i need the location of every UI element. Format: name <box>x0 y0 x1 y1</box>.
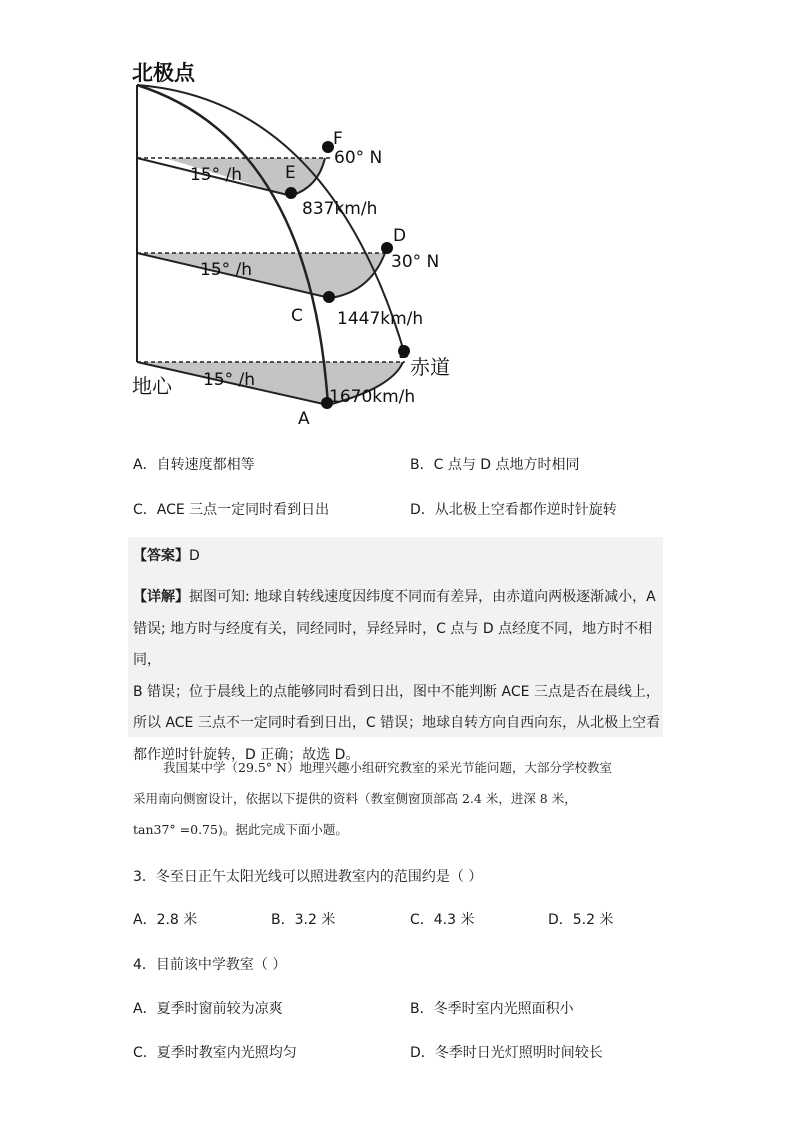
rotation-speed-diagram <box>120 55 480 435</box>
q3-option-a: A．2.8 米 <box>133 912 198 928</box>
detail-label: 【详解】 <box>133 589 189 605</box>
intro-paragraph <box>133 752 663 845</box>
detail-line: 【详解】据图可知: 地球自转线速度因纬度不同而有差异，由赤道向两极逐渐减小，A <box>133 589 656 605</box>
q4-option-a: A．夏季时窗前较为凉爽 <box>133 1001 283 1017</box>
label-e: E <box>285 163 296 183</box>
answer-detail <box>133 582 663 771</box>
q3-option-c: C．4.3 米 <box>410 912 475 928</box>
q3-option-b: B．3.2 米 <box>271 912 336 928</box>
point-c <box>323 291 335 303</box>
q2-option-a: A．自转速度都相等 <box>133 457 255 473</box>
q4-option-d: D．冬季时日光灯照明时间较长 <box>410 1045 603 1061</box>
point-e <box>285 187 297 199</box>
label-rate-60: 15° /h <box>190 165 243 185</box>
wedge-60 <box>165 158 325 196</box>
detail-line: 都作逆时针旋转，D 正确；故选 D。 <box>133 746 360 763</box>
meridian-arc <box>137 85 328 405</box>
label-b: B <box>398 343 410 363</box>
label-speed-60: 837km/h <box>302 199 378 219</box>
intro-line: 采用南向侧窗设计，依据以下提供的资料（教室侧窗顶部高 2.4 米，进深 8 米， <box>133 791 577 806</box>
answer-label: 【答案】 <box>133 548 189 564</box>
answer-line <box>133 545 200 565</box>
label-speed-eq: 1670km/h <box>329 387 416 407</box>
wedge-30 <box>137 253 385 298</box>
q4-option-c: C．夏季时教室内光照均匀 <box>133 1045 297 1061</box>
label-d: D <box>393 226 407 246</box>
label-rate-30: 15° /h <box>200 260 253 280</box>
q3-option-d: D．5.2 米 <box>548 912 614 928</box>
label-lat-30: 30° N <box>391 252 440 272</box>
intro-line: tan37° =0.75)。据此完成下面小题。 <box>133 822 348 837</box>
detail-line: B 错误；位于晨线上的点能够同时看到日出，图中不能判断 ACE 三点是否在晨线上， <box>133 683 660 700</box>
q2-option-c: C．ACE 三点一定同时看到日出 <box>133 502 330 518</box>
q2-option-b: B．C 点与 D 点地方时相同 <box>410 457 580 473</box>
label-a: A <box>298 409 310 429</box>
label-equator: 赤道 <box>410 355 450 379</box>
q2-option-d: D．从北极上空看都作逆时针旋转 <box>410 502 617 518</box>
label-f: F <box>333 129 343 149</box>
detail-line: 错误; 地方时与经度有关，同经同时，异经异时，C 点与 D 点经度不同，地方时不相同， <box>133 620 653 668</box>
answer-value: D <box>189 548 200 564</box>
q4-option-b: B．冬季时室内光照面积小 <box>410 1001 574 1017</box>
intro-line: 我国某中学（29.5° N）地理兴趣小组研究教室的采光节能问题，大部分学校教室 <box>163 760 612 775</box>
q3-stem: 3．冬至日正午太阳光线可以照进教室内的范围约是（ ） <box>133 869 483 885</box>
label-center: 地心 <box>132 374 172 398</box>
label-north-pole: 北极点 <box>132 61 195 85</box>
label-rate-eq: 15° /h <box>203 370 256 390</box>
detail-line: 所以 ACE 三点不一定同时看到日出，C 错误；地球自转方向自西向东，从北极上空看 <box>133 715 661 731</box>
label-lat-60: 60° N <box>334 148 383 168</box>
label-c: C <box>291 306 303 326</box>
q4-stem: 4．目前该中学教室（ ） <box>133 957 287 973</box>
label-speed-30: 1447km/h <box>337 309 424 329</box>
